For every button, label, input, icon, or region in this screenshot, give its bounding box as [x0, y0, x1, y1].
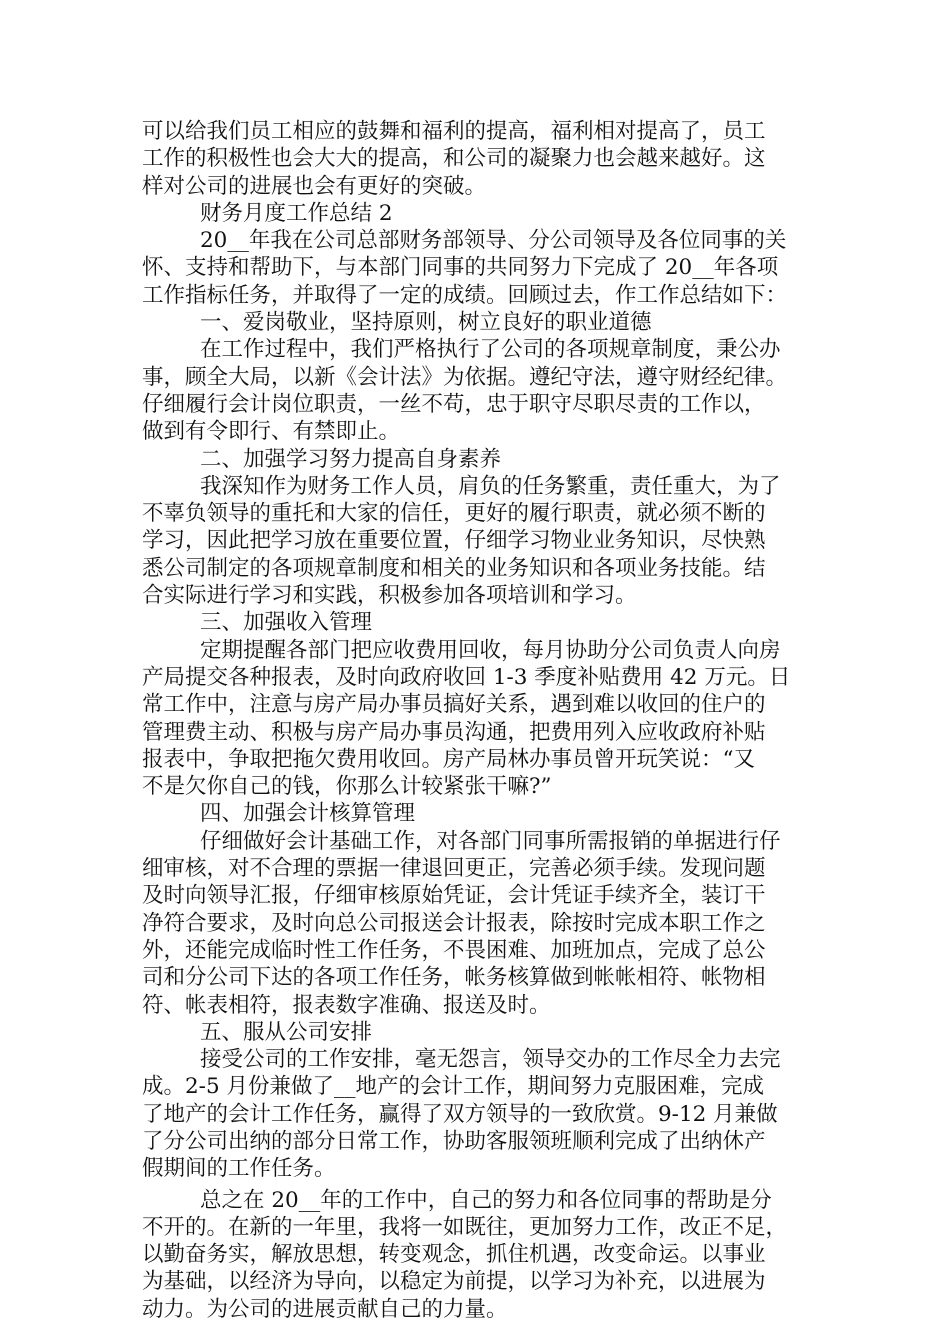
text-line: 样对公司的进展也会有更好的突破。: [142, 173, 487, 199]
text-line: 20__年我在公司总部财务部领导、分公司领导及各位同事的关: [200, 228, 787, 254]
text-line: 二、加强学习努力提高自身素养: [200, 446, 502, 472]
document-body: [142, 118, 832, 1323]
text-line: 合实际进行学习和实践，积极参加各项培训和学习。: [142, 583, 637, 609]
text-line: 一、爱岗敬业，坚持原则，树立良好的职业道德: [200, 310, 652, 336]
text-line: 三、加强收入管理: [200, 610, 373, 636]
text-line: 在工作过程中，我们严格执行了公司的各项规章制度，秉公办: [200, 337, 781, 363]
text-line: 仔细履行会计岗位职责，一丝不苟，忠于职守尽职尽责的工作以，: [142, 391, 766, 417]
text-line: 仔细做好会计基础工作，对各部门同事所需报销的单据进行仔: [200, 828, 781, 854]
text-line: 报表中，争取把拖欠费用收回。房产局林办事员曾开玩笑说：“又: [142, 746, 755, 772]
text-line: 动力。为公司的进展贡献自己的力量。: [142, 1296, 508, 1322]
text-line: 假期间的工作任务。: [142, 1156, 336, 1182]
text-line: 怀、支持和帮助下，与本部门同事的共同努力下完成了 20__年各项: [142, 255, 779, 281]
text-line: 为基础，以经济为导向，以稳定为前提，以学习为补充，以进展为: [142, 1269, 766, 1295]
text-line: 了分公司出纳的部分日常工作，协助客服领班顺利完成了出纳休产: [142, 1128, 766, 1154]
text-line: 悉公司制定的各项规章制度和相关的业务知识和各项业务技能。结: [142, 555, 766, 581]
text-line: 符、帐表相符，报表数字准确、报送及时。: [142, 992, 551, 1018]
text-line: 定期提醒各部门把应收费用回收，每月协助分公司负责人向房: [200, 637, 781, 663]
text-line: 成。2-5 月份兼做了__地产的会计工作，期间努力克服困难，完成: [142, 1074, 764, 1100]
text-line: 不开的。在新的一年里，我将一如既往，更加努力工作，改正不足，: [142, 1214, 788, 1240]
text-line: 常工作中，注意与房产局办事员搞好关系，遇到难以收回的住户的: [142, 692, 766, 718]
text-line: 总之在 20__年的工作中，自己的努力和各位同事的帮助是分: [200, 1187, 772, 1213]
text-line: 了地产的会计工作任务，赢得了双方领导的一致欣赏。9-12 月兼做: [142, 1101, 778, 1127]
text-line: 四、加强会计核算管理: [200, 801, 416, 827]
text-line: 工作指标任务，并取得了一定的成绩。回顾过去，作工作总结如下：: [142, 282, 788, 308]
text-line: 财务月度工作总结 2: [200, 200, 393, 226]
text-line: 可以给我们员工相应的鼓舞和福利的提高，福利相对提高了，员工: [142, 119, 766, 144]
text-line: 产局提交各种报表，及时向政府收回 1-3 季度补贴费用 42 万元。日: [142, 664, 791, 690]
text-line: 接受公司的工作安排，毫无怨言，领导交办的工作尽全力去完: [200, 1047, 781, 1073]
text-line: 以勤奋务实，解放思想，转变观念，抓住机遇，改变命运。以事业: [142, 1242, 766, 1268]
text-line: 管理费主动、积极与房产局办事员沟通，把费用列入应收政府补贴: [142, 719, 766, 745]
text-line: 做到有令即行、有禁即止。: [142, 419, 401, 445]
text-line: 事，顾全大局，以新《会计法》为依据。遵纪守法，遵守财经纪律。: [142, 364, 788, 390]
text-line: 我深知作为财务工作人员，肩负的任务繁重，责任重大，为了: [200, 473, 781, 499]
text-line: 及时向领导汇报，仔细审核原始凭证，会计凭证手续齐全，装订干: [142, 883, 766, 909]
text-line: 细审核，对不合理的票据一律退回更正，完善必须手续。发现问题: [142, 856, 766, 882]
text-line: 工作的积极性也会大大的提高，和公司的凝聚力也会越来越好。这: [142, 146, 766, 172]
text-line: 五、服从公司安排: [200, 1019, 373, 1045]
text-line: 学习，因此把学习放在重要位置，仔细学习物业业务知识，尽快熟: [142, 528, 766, 554]
text-line: 不是欠你自己的钱，你那么计较紧张干嘛?”: [142, 774, 552, 800]
text-line: 司和分公司下达的各项工作任务，帐务核算做到帐帐相符、帐物相: [142, 965, 766, 991]
text-line: 净符合要求，及时向总公司报送会计报表，除按时完成本职工作之: [142, 910, 766, 936]
text-line: 不辜负领导的重托和大家的信任，更好的履行职责，就必须不断的: [142, 501, 766, 527]
text-line: 外，还能完成临时性工作任务，不畏困难、加班加点，完成了总公: [142, 937, 766, 963]
